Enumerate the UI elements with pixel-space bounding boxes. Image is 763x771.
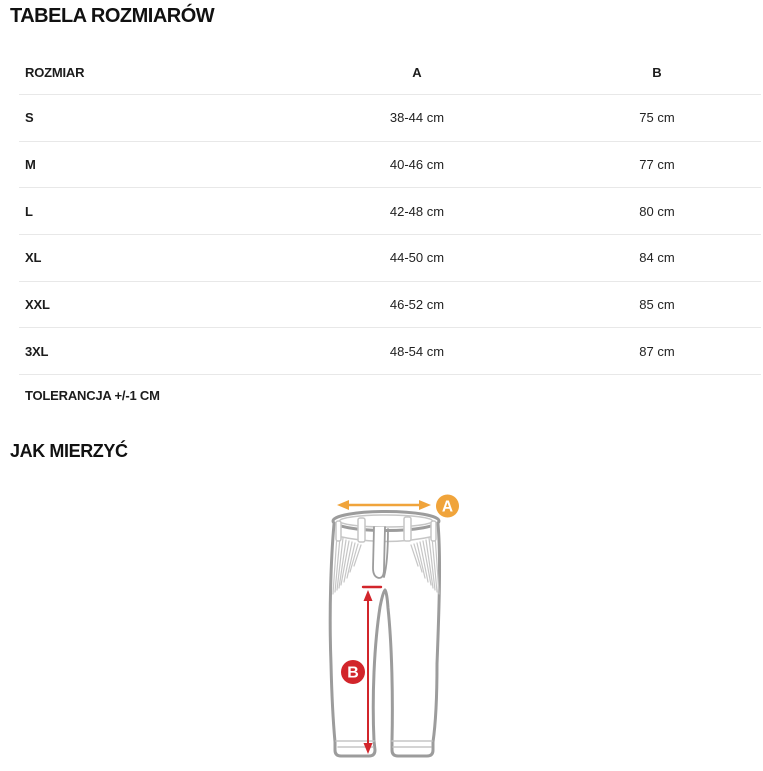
measurement-a: 44-50 cm [389,250,445,266]
size-label: M [25,157,36,173]
measurement-b: 85 cm [639,297,675,313]
table-row [19,282,761,329]
table-row [19,95,761,142]
table-row [19,188,761,235]
width-arrow-icon [337,500,431,510]
measurement-a: 46-52 cm [389,297,445,313]
column-header-b: B [652,64,662,80]
measurement-b: 77 cm [639,157,675,173]
measurement-b: 80 cm [639,203,675,219]
size-label: XL [25,250,42,266]
measure-a-badge [436,495,459,518]
pants-icon [330,512,439,757]
how-to-measure-title: JAK MIERZYĆ [10,441,128,461]
measurement-b: 87 cm [639,343,675,359]
column-header-rozmiar: ROZMIAR [25,64,85,80]
size-label: S [25,110,34,126]
measurement-b: 75 cm [639,110,675,126]
how-to-measure-diagram [300,478,500,771]
table-row [19,328,761,375]
size-table [19,50,761,415]
measurement-a: 42-48 cm [389,203,445,219]
measurement-a: 38-44 cm [389,110,445,126]
page-title: TABELA ROZMIARÓW [10,5,215,27]
measure-a-label: A [441,498,454,516]
measure-b-label: B [347,664,359,682]
size-label: L [25,203,33,219]
measurement-a: 48-54 cm [389,343,445,359]
tolerance-note: TOLERANCJA +/-1 CM [25,387,160,403]
size-label: XXL [25,297,50,313]
measurement-b: 84 cm [639,250,675,266]
column-header-a: A [412,64,422,80]
measure-b-badge [341,660,365,684]
measurement-a: 40-46 cm [389,157,445,173]
table-header-row [19,50,761,95]
size-label: 3XL [25,343,49,359]
table-row [19,142,761,189]
table-row [19,235,761,282]
